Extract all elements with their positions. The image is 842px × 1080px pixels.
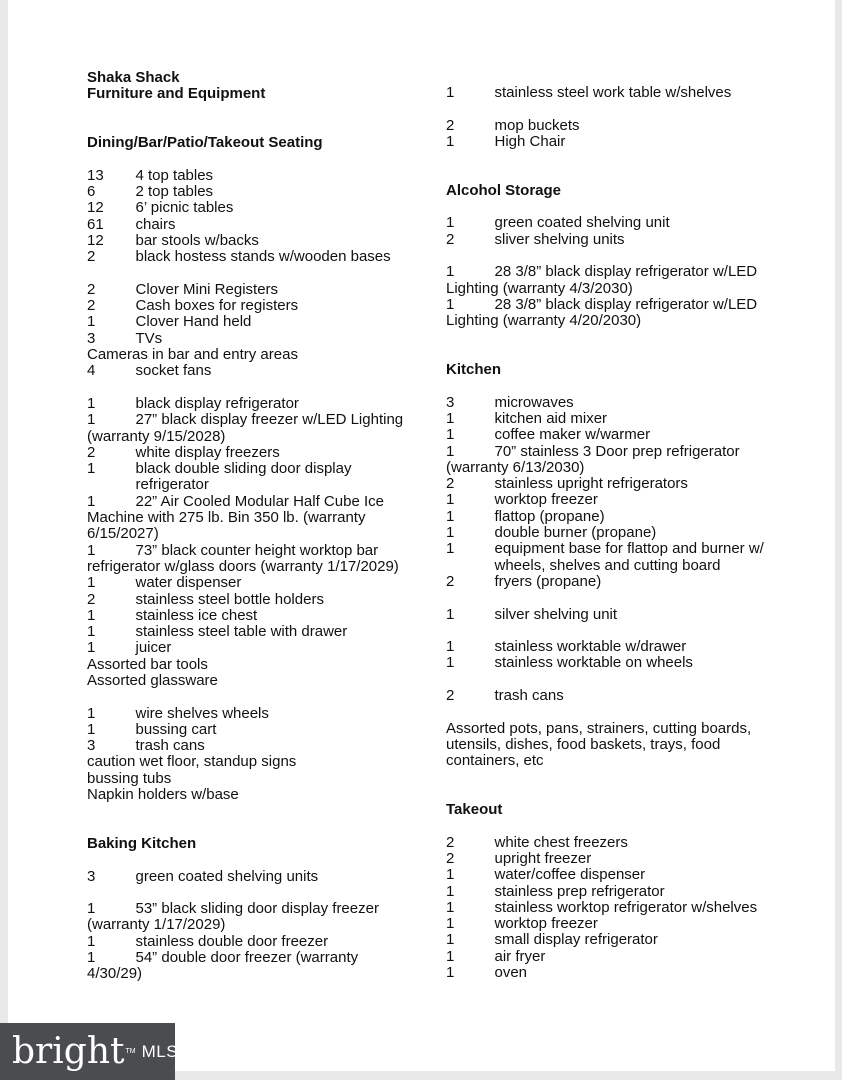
inventory-item — [446, 509, 776, 525]
inventory-item — [446, 655, 776, 671]
inventory-item — [87, 217, 417, 233]
item-quantity: 1 — [446, 263, 455, 281]
inventory-item — [87, 200, 417, 216]
item-quantity: 6 — [87, 183, 96, 201]
spacer — [446, 199, 776, 215]
item-quantity: 1 — [87, 313, 96, 331]
item-description: TVs — [135, 329, 163, 347]
item-quantity: 2 — [446, 572, 455, 590]
item-description: bar stools w/backs — [135, 231, 259, 249]
inventory-item — [446, 427, 776, 443]
spacer — [87, 380, 417, 396]
section-heading-furniture-and-equipment: Furniture and Equipment — [87, 85, 266, 103]
item-description: stainless steel bottle holders — [135, 590, 324, 608]
item-quantity: 4 — [87, 362, 96, 380]
item-quantity: 1 — [446, 605, 455, 623]
inventory-item — [87, 445, 417, 461]
inventory-item — [446, 395, 776, 411]
brand-trademark: TM — [125, 1048, 136, 1055]
item-quantity: 1 — [446, 638, 455, 656]
inventory-item — [446, 444, 776, 477]
note-text: Cameras in bar and entry areas — [87, 346, 298, 364]
inventory-item — [87, 233, 417, 249]
section-heading-takeout: Takeout — [446, 801, 503, 819]
item-quantity: 1 — [446, 409, 455, 427]
item-quantity: 1 — [446, 882, 455, 900]
bright-mls-watermark — [0, 1023, 179, 1080]
item-description: socket fans — [135, 362, 212, 380]
note-text: Assorted glassware — [87, 671, 218, 689]
item-description: 28 3/8” black display refrigerator w/LED Lighting (warranty 4/20/2030) — [446, 295, 758, 330]
inventory-item — [446, 574, 776, 590]
inventory-item — [446, 851, 776, 867]
inventory-item — [446, 965, 776, 981]
item-description: 22” Air Cooled Modular Half Cube Ice Machine with 275 lb. Bin 350 lb. (warranty 6/15/2027) — [87, 492, 384, 543]
inventory-item — [87, 608, 417, 624]
item-quantity: 1 — [87, 639, 96, 657]
item-description: Clover Hand held — [135, 313, 252, 331]
item-description: stainless upright refrigerators — [494, 475, 688, 493]
spacer — [446, 329, 776, 345]
item-quantity: 3 — [87, 867, 96, 885]
spacer — [446, 378, 776, 394]
inventory-item — [446, 688, 776, 704]
spacer — [446, 786, 776, 802]
item-description: stainless steel work table w/shelves — [494, 84, 732, 101]
item-quantity: 1 — [87, 574, 96, 592]
item-description: stainless steel table with drawer — [135, 623, 348, 641]
spacer — [446, 346, 776, 362]
section-heading-alcohol-storage: Alcohol Storage — [446, 181, 562, 199]
document-page — [8, 0, 835, 1071]
item-quantity: 1 — [446, 866, 455, 884]
left-column — [87, 70, 417, 983]
item-description: fryers (propane) — [494, 572, 602, 590]
inventory-item — [87, 706, 417, 722]
item-quantity: 1 — [446, 654, 455, 672]
spacer — [446, 818, 776, 834]
item-quantity: 1 — [446, 540, 455, 558]
note-text: Assorted pots, pans, strainers, cutting boards, utensils, dishes, food baskets, trays, food containers, etc — [446, 719, 752, 770]
inventory-item — [446, 85, 776, 101]
item-quantity: 1 — [87, 949, 96, 967]
item-description: small display refrigerator — [494, 931, 658, 949]
item-description: 70” stainless 3 Door prep refrigerator (warranty 6/13/2030) — [446, 442, 740, 476]
inventory-item — [87, 640, 417, 656]
inventory-item — [446, 607, 776, 623]
item-quantity: 3 — [87, 329, 96, 347]
inventory-item — [446, 835, 776, 851]
inventory-item — [446, 541, 776, 574]
item-quantity: 1 — [87, 460, 96, 478]
item-quantity: 1 — [87, 623, 96, 641]
inventory-item — [87, 412, 417, 445]
inventory-item — [87, 314, 417, 330]
item-quantity: 2 — [446, 849, 455, 867]
spacer — [87, 151, 417, 167]
inventory-item — [87, 298, 417, 314]
item-description: white display freezers — [135, 443, 280, 461]
note-text: Assorted bar tools — [87, 655, 208, 673]
item-description: mop buckets — [494, 116, 580, 134]
item-description: equipment base for flattop and burner w/ wheels, shelves and cutting board — [494, 540, 764, 574]
spacer — [87, 689, 417, 705]
spacer — [446, 150, 776, 166]
spacer — [87, 803, 417, 819]
item-description: stainless worktable on wheels — [494, 654, 693, 672]
inventory-item — [87, 592, 417, 608]
inventory-item — [446, 476, 776, 492]
item-description: green coated shelving units — [135, 867, 319, 885]
item-description: black double sliding door display refrigerator — [135, 460, 352, 494]
note-text: caution wet floor, standup signs — [87, 753, 297, 771]
inventory-item — [446, 232, 776, 248]
spacer — [446, 590, 776, 606]
item-description: sliver shelving units — [494, 230, 625, 248]
item-quantity: 1 — [446, 507, 455, 525]
inventory-item — [87, 184, 417, 200]
inventory-item — [446, 932, 776, 948]
item-quantity: 1 — [87, 704, 96, 722]
item-description: 2 top tables — [135, 183, 214, 201]
item-quantity: 2 — [446, 230, 455, 248]
item-description: air fryer — [494, 947, 546, 965]
note-text: bussing tubs — [87, 769, 172, 787]
inventory-item — [87, 282, 417, 298]
item-quantity: 1 — [446, 426, 455, 444]
inventory-item — [87, 543, 417, 576]
item-description: stainless ice chest — [135, 606, 258, 624]
spacer — [446, 704, 776, 720]
item-quantity: 1 — [87, 394, 96, 412]
item-quantity: 1 — [446, 442, 455, 460]
item-description: stainless worktable w/drawer — [494, 638, 687, 656]
inventory-item — [446, 297, 776, 330]
item-description: green coated shelving unit — [494, 214, 670, 232]
inventory-item — [87, 168, 417, 184]
spacer — [446, 672, 776, 688]
brand-wordmark: bright — [12, 1030, 125, 1072]
inventory-item — [87, 396, 417, 412]
item-description: trash cans — [135, 737, 205, 755]
inventory-item — [446, 916, 776, 932]
item-description: stainless double door freezer — [135, 932, 329, 950]
spacer — [87, 119, 417, 135]
inventory-item — [446, 867, 776, 883]
inventory-item — [87, 934, 417, 950]
section-heading-shaka-shack: Shaka Shack — [87, 69, 180, 86]
inventory-item — [446, 215, 776, 231]
inventory-item — [87, 950, 417, 983]
item-quantity: 3 — [446, 393, 455, 411]
item-quantity: 2 — [446, 475, 455, 493]
item-description: bussing cart — [135, 720, 217, 738]
item-description: 53” black sliding door display freezer (warranty 1/17/2029) — [87, 900, 379, 934]
item-description: juicer — [135, 639, 172, 657]
item-quantity: 1 — [87, 720, 96, 738]
item-quantity: 1 — [446, 214, 455, 232]
inventory-item — [87, 901, 417, 934]
item-description: flattop (propane) — [494, 507, 605, 525]
spacer — [446, 623, 776, 639]
item-quantity: 1 — [446, 947, 455, 965]
inventory-item — [87, 869, 417, 885]
item-description: water/coffee dispenser — [494, 866, 646, 884]
right-column — [446, 85, 776, 981]
item-description: Clover Mini Registers — [135, 280, 279, 298]
inventory-item — [446, 884, 776, 900]
item-quantity: 12 — [87, 199, 104, 217]
item-quantity: 1 — [446, 931, 455, 949]
item-description: white chest freezers — [494, 833, 628, 851]
item-quantity: 1 — [446, 132, 455, 150]
inventory-item — [446, 492, 776, 508]
item-description: 54” double door freezer (warranty 4/30/29) — [87, 949, 359, 983]
item-quantity: 1 — [446, 898, 455, 916]
item-quantity: 2 — [446, 686, 455, 704]
inventory-item — [446, 118, 776, 134]
inventory-item — [87, 249, 417, 265]
item-description: worktop freezer — [494, 915, 598, 933]
inventory-item — [87, 738, 417, 754]
inventory-item — [87, 494, 417, 543]
note-text: Napkin holders w/base — [87, 786, 239, 804]
item-quantity: 1 — [446, 524, 455, 542]
section-heading-dining-bar-patio-takeout-seating: Dining/Bar/Patio/Takeout Seating — [87, 134, 323, 152]
item-quantity: 12 — [87, 231, 104, 249]
item-description: stainless worktop refrigerator w/shelves — [494, 898, 758, 916]
item-quantity: 2 — [87, 590, 96, 608]
spacer — [87, 103, 417, 119]
item-description: silver shelving unit — [494, 605, 618, 623]
inventory-item — [446, 525, 776, 541]
item-quantity: 2 — [446, 116, 455, 134]
item-quantity: 3 — [87, 737, 96, 755]
item-description: 27” black display freezer w/LED Lighting (warranty 9/15/2028) — [87, 411, 404, 445]
item-quantity: 1 — [87, 900, 96, 918]
spacer — [87, 820, 417, 836]
spacer — [87, 266, 417, 282]
item-description: 73” black counter height worktop bar refrigerator w/glass doors (warranty 1/17/2029) — [87, 541, 399, 575]
inventory-item — [87, 624, 417, 640]
item-description: chairs — [135, 215, 176, 233]
item-quantity: 2 — [87, 248, 96, 266]
item-quantity: 1 — [446, 964, 455, 982]
item-description: black hostess stands w/wooden bases — [135, 248, 391, 266]
section-heading-kitchen: Kitchen — [446, 361, 502, 379]
spacer — [446, 101, 776, 117]
item-quantity: 1 — [87, 492, 96, 510]
item-description: black display refrigerator — [135, 394, 299, 412]
spacer — [446, 769, 776, 785]
item-description: upright freezer — [494, 849, 592, 867]
item-description: coffee maker w/warmer — [494, 426, 651, 444]
item-quantity: 1 — [87, 411, 96, 429]
item-quantity: 1 — [87, 932, 96, 950]
brand-mls-label: MLS — [141, 1041, 179, 1061]
item-description: double burner (propane) — [494, 524, 657, 542]
item-description: worktop freezer — [494, 491, 598, 509]
item-quantity: 2 — [87, 280, 96, 298]
spacer — [446, 248, 776, 264]
item-description: High Chair — [494, 132, 566, 150]
item-quantity: 2 — [87, 297, 96, 315]
inventory-item — [446, 411, 776, 427]
item-description: kitchen aid mixer — [494, 409, 608, 427]
item-description: trash cans — [494, 686, 564, 704]
section-heading-baking-kitchen: Baking Kitchen — [87, 834, 197, 852]
spacer — [87, 852, 417, 868]
item-description: wire shelves wheels — [135, 704, 269, 722]
item-quantity: 1 — [87, 606, 96, 624]
inventory-item — [87, 363, 417, 379]
inventory-item — [446, 264, 776, 297]
item-quantity: 1 — [87, 541, 96, 559]
item-quantity: 1 — [446, 84, 455, 101]
inventory-item — [446, 639, 776, 655]
item-quantity: 61 — [87, 215, 104, 233]
inventory-item — [87, 461, 417, 494]
item-description: Cash boxes for registers — [135, 297, 299, 315]
item-description: stainless prep refrigerator — [494, 882, 665, 900]
inventory-item — [446, 134, 776, 150]
item-description: 6’ picnic tables — [135, 199, 234, 217]
item-quantity: 1 — [446, 915, 455, 933]
item-description: oven — [494, 964, 528, 982]
item-quantity: 13 — [87, 166, 104, 184]
item-description: 4 top tables — [135, 166, 214, 184]
item-quantity: 1 — [446, 295, 455, 313]
item-quantity: 2 — [87, 443, 96, 461]
spacer — [87, 885, 417, 901]
spacer — [446, 166, 776, 182]
inventory-item — [87, 331, 417, 347]
item-quantity: 2 — [446, 833, 455, 851]
item-quantity: 1 — [446, 491, 455, 509]
item-description: 28 3/8” black display refrigerator w/LED Lighting (warranty 4/3/2030) — [446, 263, 758, 297]
inventory-item — [446, 949, 776, 965]
inventory-item — [87, 722, 417, 738]
item-description: microwaves — [494, 393, 574, 411]
inventory-item — [446, 900, 776, 916]
inventory-item — [87, 575, 417, 591]
item-description: water dispenser — [135, 574, 242, 592]
